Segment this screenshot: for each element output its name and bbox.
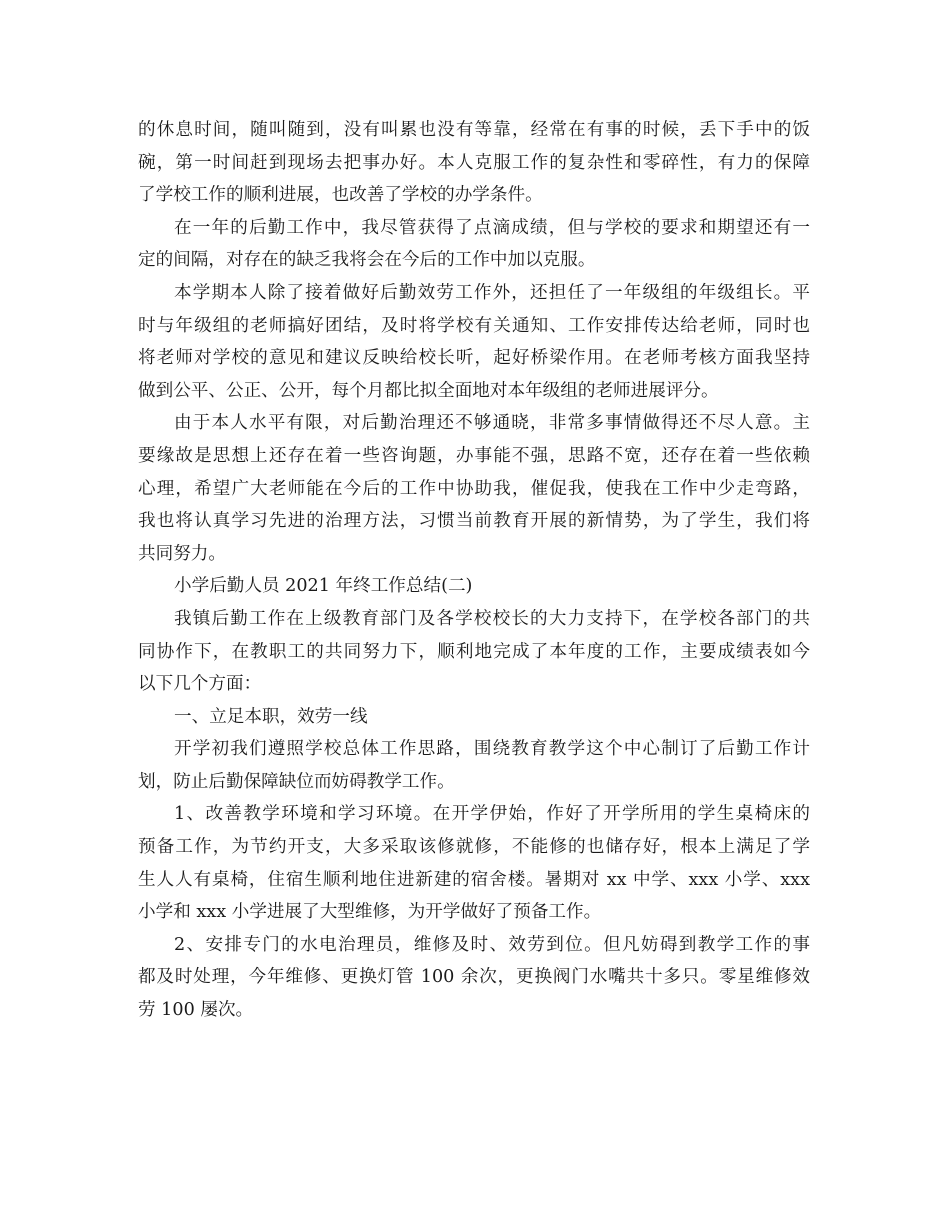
paragraph-line: 将老师对学校的意见和建议反映给校长听，起好桥梁作用。在老师考核方面我坚持 [138, 348, 810, 369]
paragraph-first-line: 小学后勤人员 2021 年终工作总结(二) [174, 576, 473, 597]
paragraph-first-line: 我镇后勤工作在上级教育部门及各学校校长的大力支持下，在学校各部门的共 [174, 608, 810, 629]
paragraph-line: 做到公平、公正、公开，每个月都比拟全面地对本年级组的老师进展评分。 [138, 380, 719, 401]
paragraph-line: 小学和 xxx 小学进展了大型维修，为开学做好了预备工作。 [138, 902, 602, 923]
paragraph-first-line: 一、立足本职，效劳一线 [174, 706, 368, 727]
document-page [138, 114, 810, 1027]
paragraph-first-line: 由于本人水平有限，对后勤治理还不够通晓，非常多事情做得还不尽人意。主 [174, 413, 810, 434]
paragraph-line: 都及时处理，今年维修、更换灯管 100 余次，更换阀门水嘴共十多只。零星维修效 [138, 967, 810, 988]
paragraph-line: 生人人有桌椅，住宿生顺利地住进新建的宿舍楼。暑期对 xx 中学、xxx 小学、xxx [138, 869, 810, 890]
paragraph-line: 共同努力。 [138, 543, 226, 564]
paragraph-line: 我也将认真学习先进的治理方法，习惯当前教育开展的新情势，为了学生，我们将 [138, 511, 810, 532]
paragraph-first-line: 本学期本人除了接着做好后勤效劳工作外，还担任了一年级组的年级组长。平 [174, 282, 810, 303]
paragraph-line: 同协作下，在教职工的共同努力下，顺利地完成了本年度的工作，主要成绩表如今 [138, 641, 810, 662]
paragraph-first-line: 2、安排专门的水电治理员，维修及时、效劳到位。但凡妨碍到教学工作的事 [174, 934, 810, 955]
paragraph-line: 划，防止后勤保障缺位而妨碍教学工作。 [138, 771, 455, 792]
paragraph-line: 的休息时间，随叫随到，没有叫累也没有等靠，经常在有事的时候，丢下手中的饭 [138, 120, 810, 140]
paragraph-line: 时与年级组的老师搞好团结，及时将学校有关通知、工作安排传达给老师，同时也 [138, 315, 810, 336]
paragraph-line: 心理，希望广大老师能在今后的工作中协助我，催促我，使我在工作中少走弯路， [138, 478, 810, 499]
paragraph-line: 定的间隔，对存在的缺乏我将会在今后的工作中加以克服。 [138, 250, 596, 271]
paragraph-first-line: 在一年的后勤工作中，我尽管获得了点滴成绩，但与学校的要求和期望还有一 [174, 217, 810, 238]
paragraph-line: 碗，第一时间赶到现场去把事办好。本人克服工作的复杂性和零碎性，有力的保障 [138, 152, 810, 173]
paragraph-line: 了学校工作的顺利进展，也改善了学校的办学条件。 [138, 185, 543, 206]
paragraph-first-line: 开学初我们遵照学校总体工作思路，围绕教育教学这个中心制订了后勤工作计 [174, 739, 810, 760]
paragraph-line: 要缘故是思想上还存在着一些咨询题，办事能不强，思路不宽，还存在着一些依赖 [138, 445, 810, 466]
paragraph-line: 预备工作，为节约开支，大多采取该修就修，不能修的也储存好，根本上满足了学 [138, 837, 810, 858]
paragraph-line: 以下几个方面： [138, 674, 262, 695]
paragraph-line: 劳 100 屡次。 [138, 1000, 254, 1021]
paragraph-first-line: 1、改善教学环境和学习环境。在开学伊始，作好了开学所用的学生桌椅床的 [174, 804, 810, 825]
